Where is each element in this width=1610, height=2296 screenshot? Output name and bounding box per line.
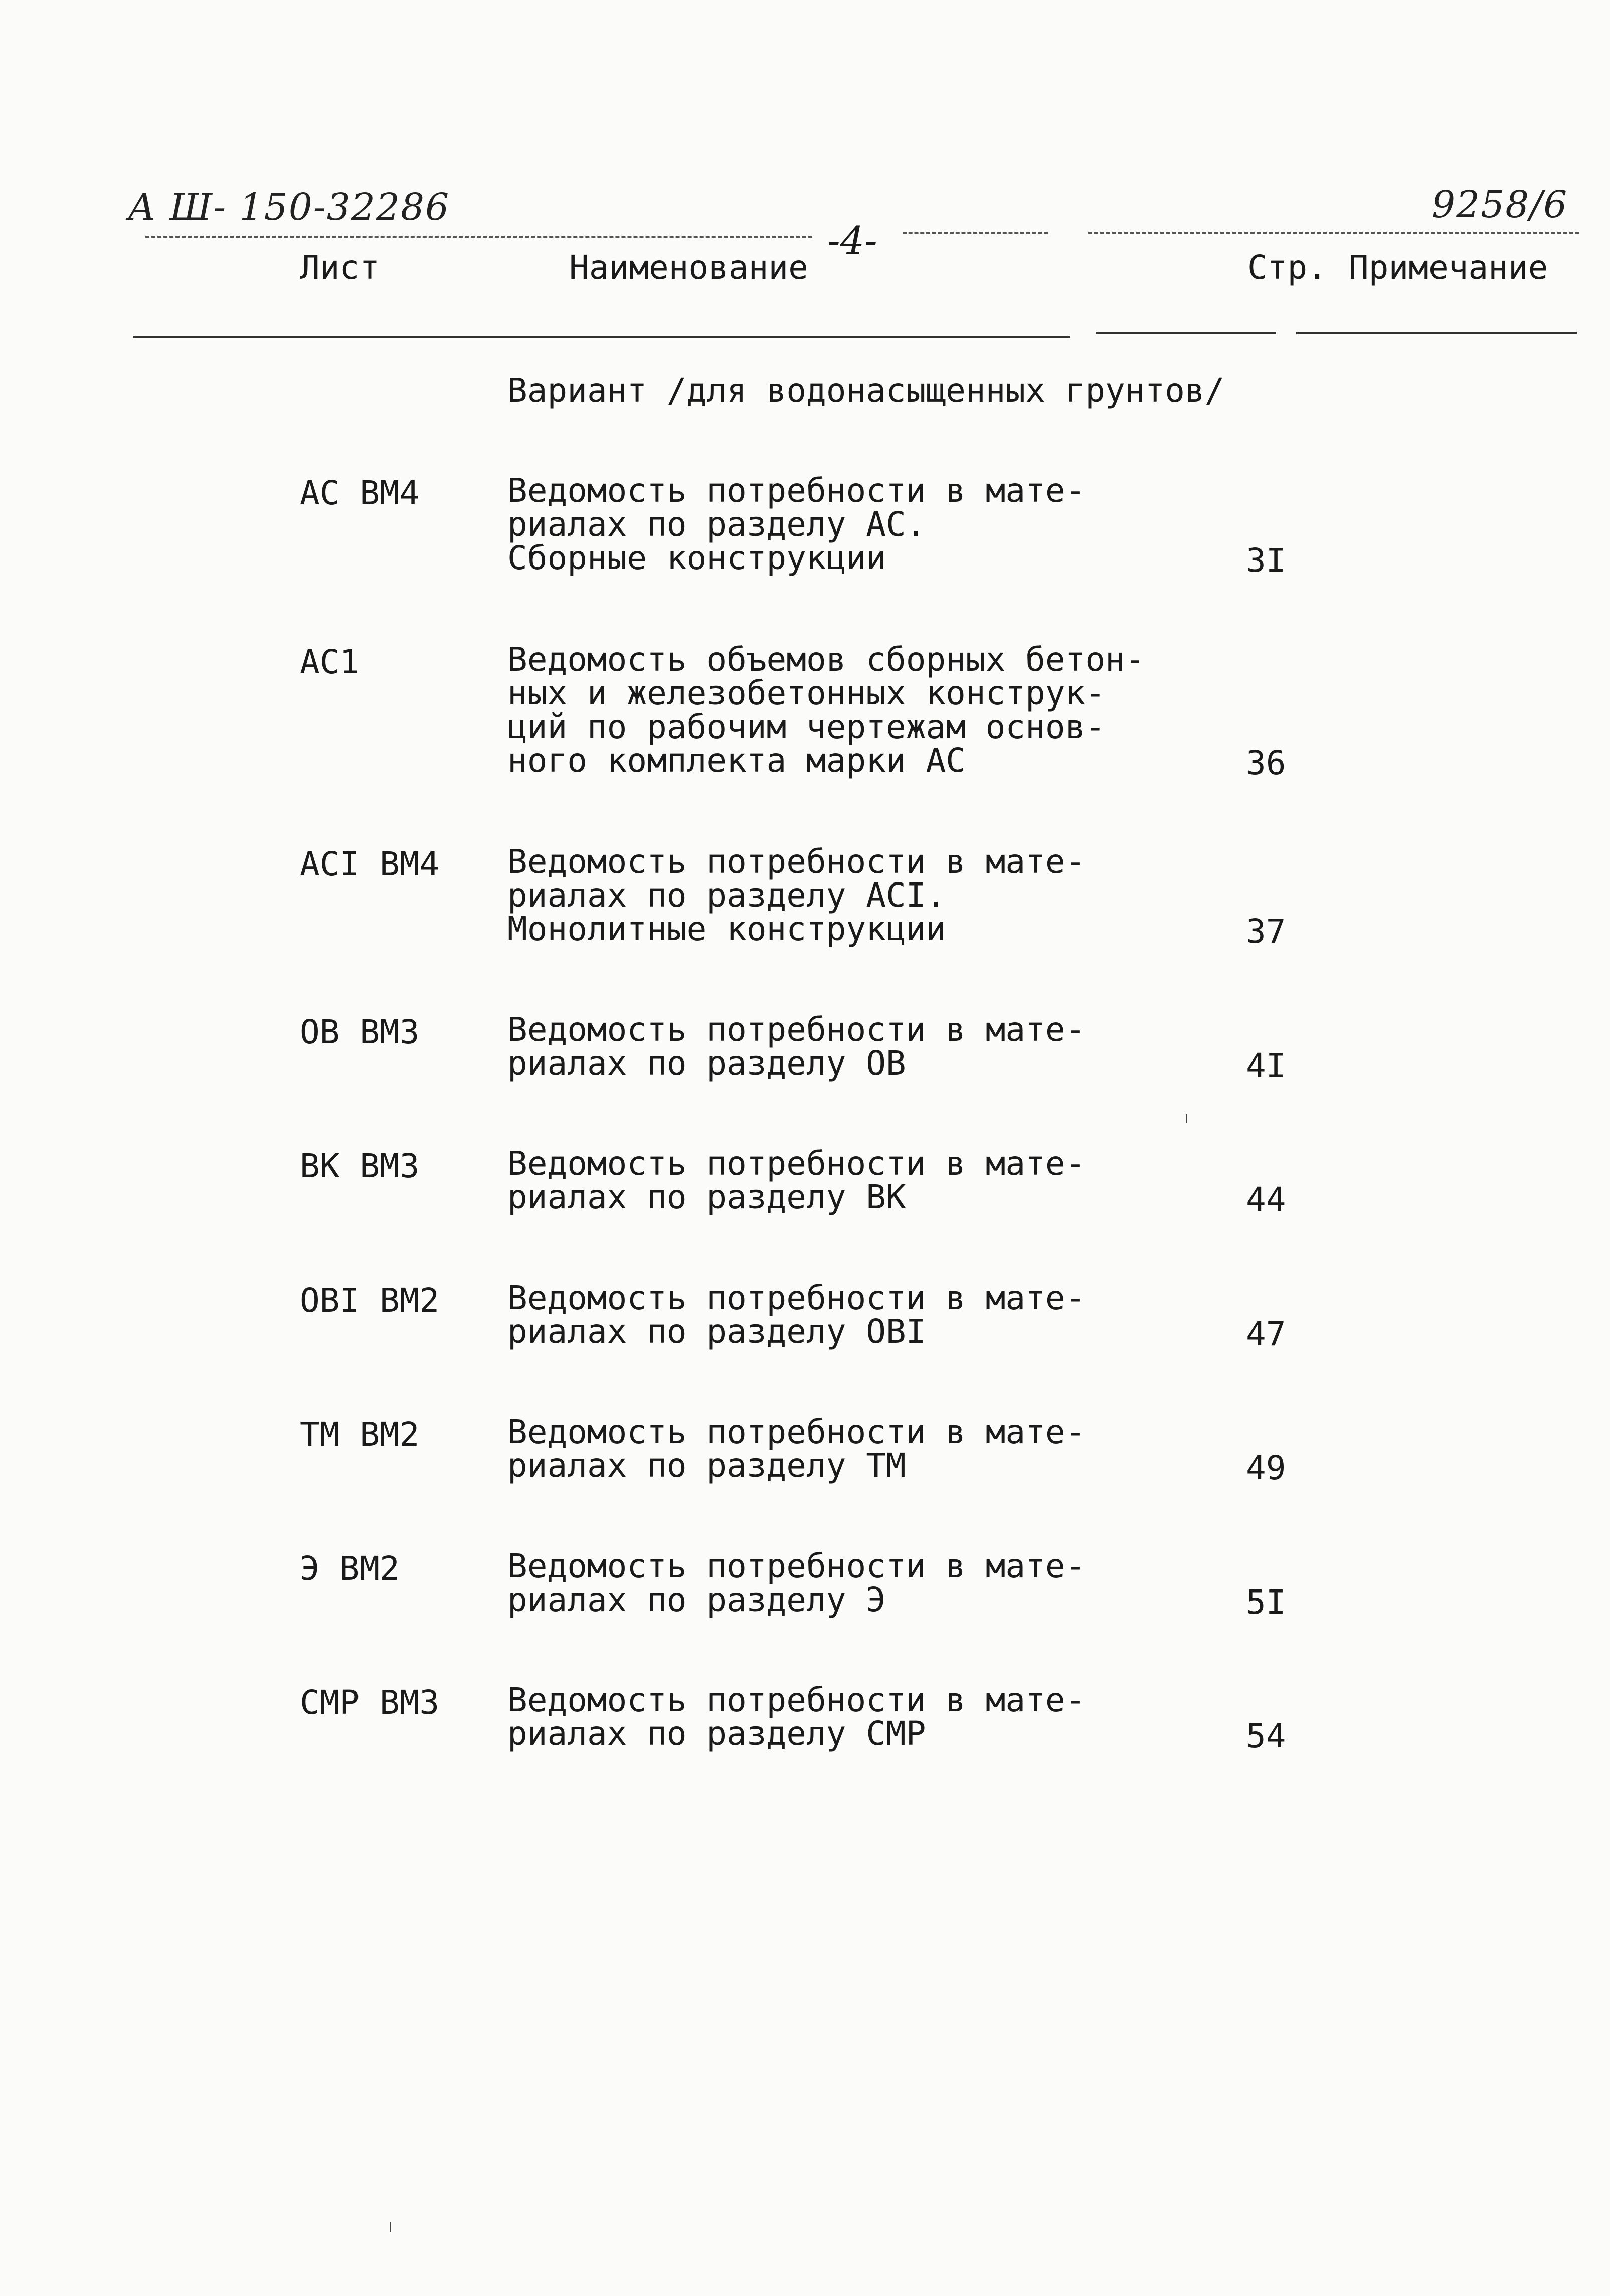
- row-name: Ведомость потребности в мате- риалах по разделу ВК: [507, 1144, 1086, 1216]
- row-name: Ведомость потребности в мате- риалах по разделу ОВI: [507, 1279, 1086, 1351]
- row-sheet-code: АС ВМ4: [300, 474, 420, 512]
- row-page-number: 37: [1246, 912, 1286, 951]
- row-name: Ведомость потребности в мате- риалах по разделу ТМ: [507, 1412, 1086, 1485]
- header-dashed-rule: [145, 236, 812, 238]
- row-name: Ведомость потребности в мате- риалах по разделу Э: [507, 1547, 1086, 1619]
- row-sheet-code: АС1: [300, 643, 360, 681]
- column-header-sheet: Лист: [300, 248, 380, 287]
- row-page-number: 5I: [1246, 1583, 1286, 1622]
- row-page-number: 44: [1246, 1180, 1286, 1219]
- row-sheet-code: ОВI ВМ2: [300, 1281, 440, 1320]
- header-bottom-rule: [133, 336, 1070, 338]
- row-name: Ведомость потребности в мате- риалах по разделу ОВ: [507, 1010, 1086, 1083]
- document-code: А Ш- 150-32286: [128, 186, 450, 229]
- row-name: Ведомость потребности в мате- риалах по разделу АС. Сборные конструкции: [507, 471, 1086, 577]
- row-page-number: 3I: [1246, 541, 1286, 580]
- page-number: -4-: [827, 218, 877, 263]
- row-sheet-code: Э ВМ2: [300, 1549, 400, 1588]
- row-page-number: 49: [1246, 1449, 1286, 1487]
- row-sheet-code: АСI ВМ4: [300, 845, 440, 884]
- row-page-number: 36: [1246, 744, 1286, 782]
- row-sheet-code: ОВ ВМ3: [300, 1013, 420, 1051]
- row-name: Ведомость объемов сборных бетон- ных и железобетонных конструк- ций по рабочим чертежам основ- ного комплекта марки АС: [507, 640, 1145, 780]
- section-title: Вариант /для водонасыщенных грунтов/: [507, 371, 1225, 410]
- header-dashed-rule: [903, 232, 1048, 234]
- row-page-number: 47: [1246, 1315, 1286, 1353]
- row-name: Ведомость потребности в мате- риалах по разделу СМР: [507, 1681, 1086, 1753]
- document-number: 9258/6: [1432, 183, 1568, 226]
- row-page-number: 54: [1246, 1717, 1286, 1755]
- column-header-page: Стр.: [1247, 248, 1327, 287]
- stray-mark: [390, 2222, 391, 2232]
- header-bottom-rule: [1096, 332, 1276, 334]
- header-dashed-rule: [1088, 232, 1579, 234]
- header-bottom-rule: [1296, 332, 1577, 334]
- row-name: Ведомость потребности в мате- риалах по разделу АСI. Монолитные конструкции: [507, 842, 1086, 948]
- row-sheet-code: СМР ВМ3: [300, 1683, 440, 1722]
- column-header-note: Примечание: [1349, 248, 1548, 287]
- row-sheet-code: ТМ ВМ2: [300, 1415, 420, 1454]
- row-page-number: 4I: [1246, 1046, 1286, 1085]
- column-header-name: Наименование: [569, 248, 808, 287]
- stray-mark: [1186, 1114, 1187, 1123]
- row-sheet-code: ВК ВМ3: [300, 1147, 420, 1185]
